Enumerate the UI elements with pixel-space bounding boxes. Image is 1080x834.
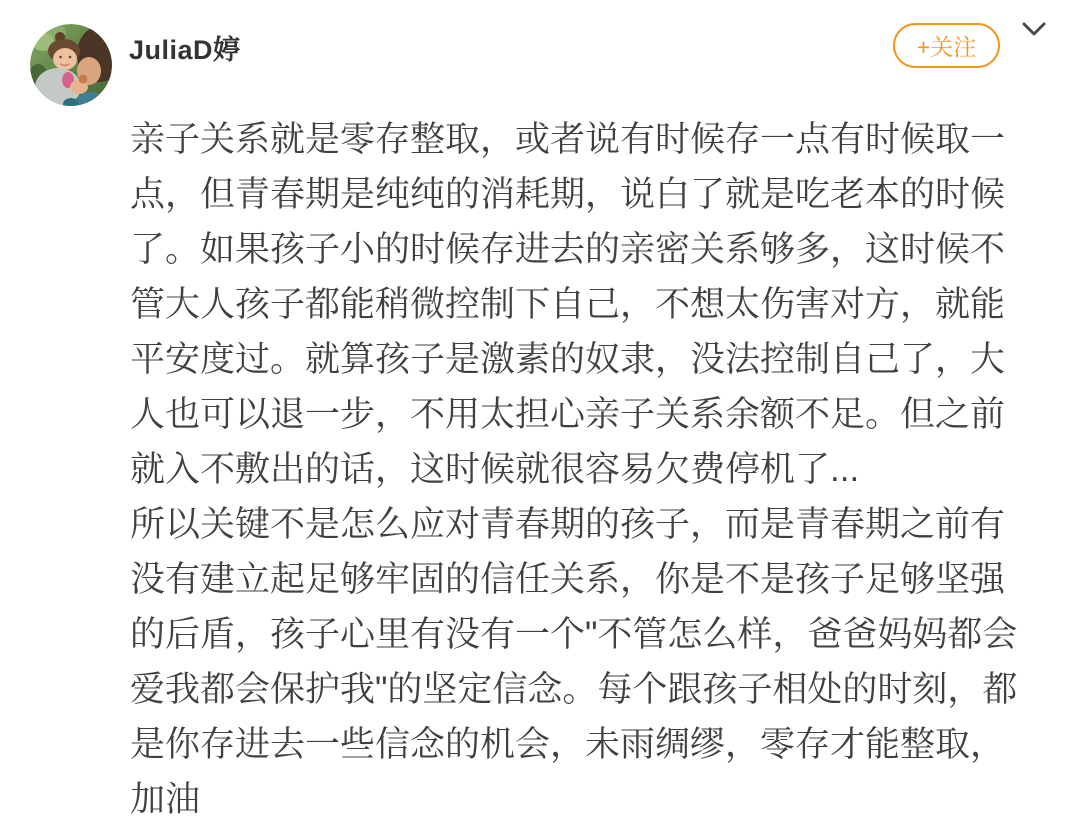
follow-button[interactable] (893, 23, 1000, 68)
post-text-paragraph: 所以关键不是怎么应对青春期的孩子，而是青春期之前有没有建立起足够牢固的信任关系，你是不是孩子足够坚强的后盾，孩子心里有没有一个"不管怎么样，爸爸妈妈都会爱我都会保护我"的坚定信念。每个跟孩子相处的时刻，都是你存进去一些信念的机会，未雨绸缪，零存才能整取，加油 (130, 505, 1018, 819)
avatar-photo-icon (30, 24, 112, 106)
username[interactable]: JuliaD婷 (129, 35, 241, 65)
chevron-down-icon[interactable] (1022, 21, 1046, 39)
post-text-paragraph: 亲子关系就是零存整取，或者说有时候存一点有时候取一点，但青春期是纯纯的消耗期，说白了就是吃老本的时候了。如果孩子小的时候存进去的亲密关系够多，这时候不管大人孩子都能稍微控制下自己，不想太伤害对方，就能平安度过。就算孩子是激素的奴隶，没法控制自己了，大人也可以退一步，不用太担心亲子关系余额不足。但之前就入不敷出的话，这时候就很容易欠费停机了... (130, 120, 1006, 489)
post-body (130, 112, 1020, 827)
avatar[interactable] (30, 24, 112, 106)
follow-button-label: +关注 (916, 34, 977, 60)
